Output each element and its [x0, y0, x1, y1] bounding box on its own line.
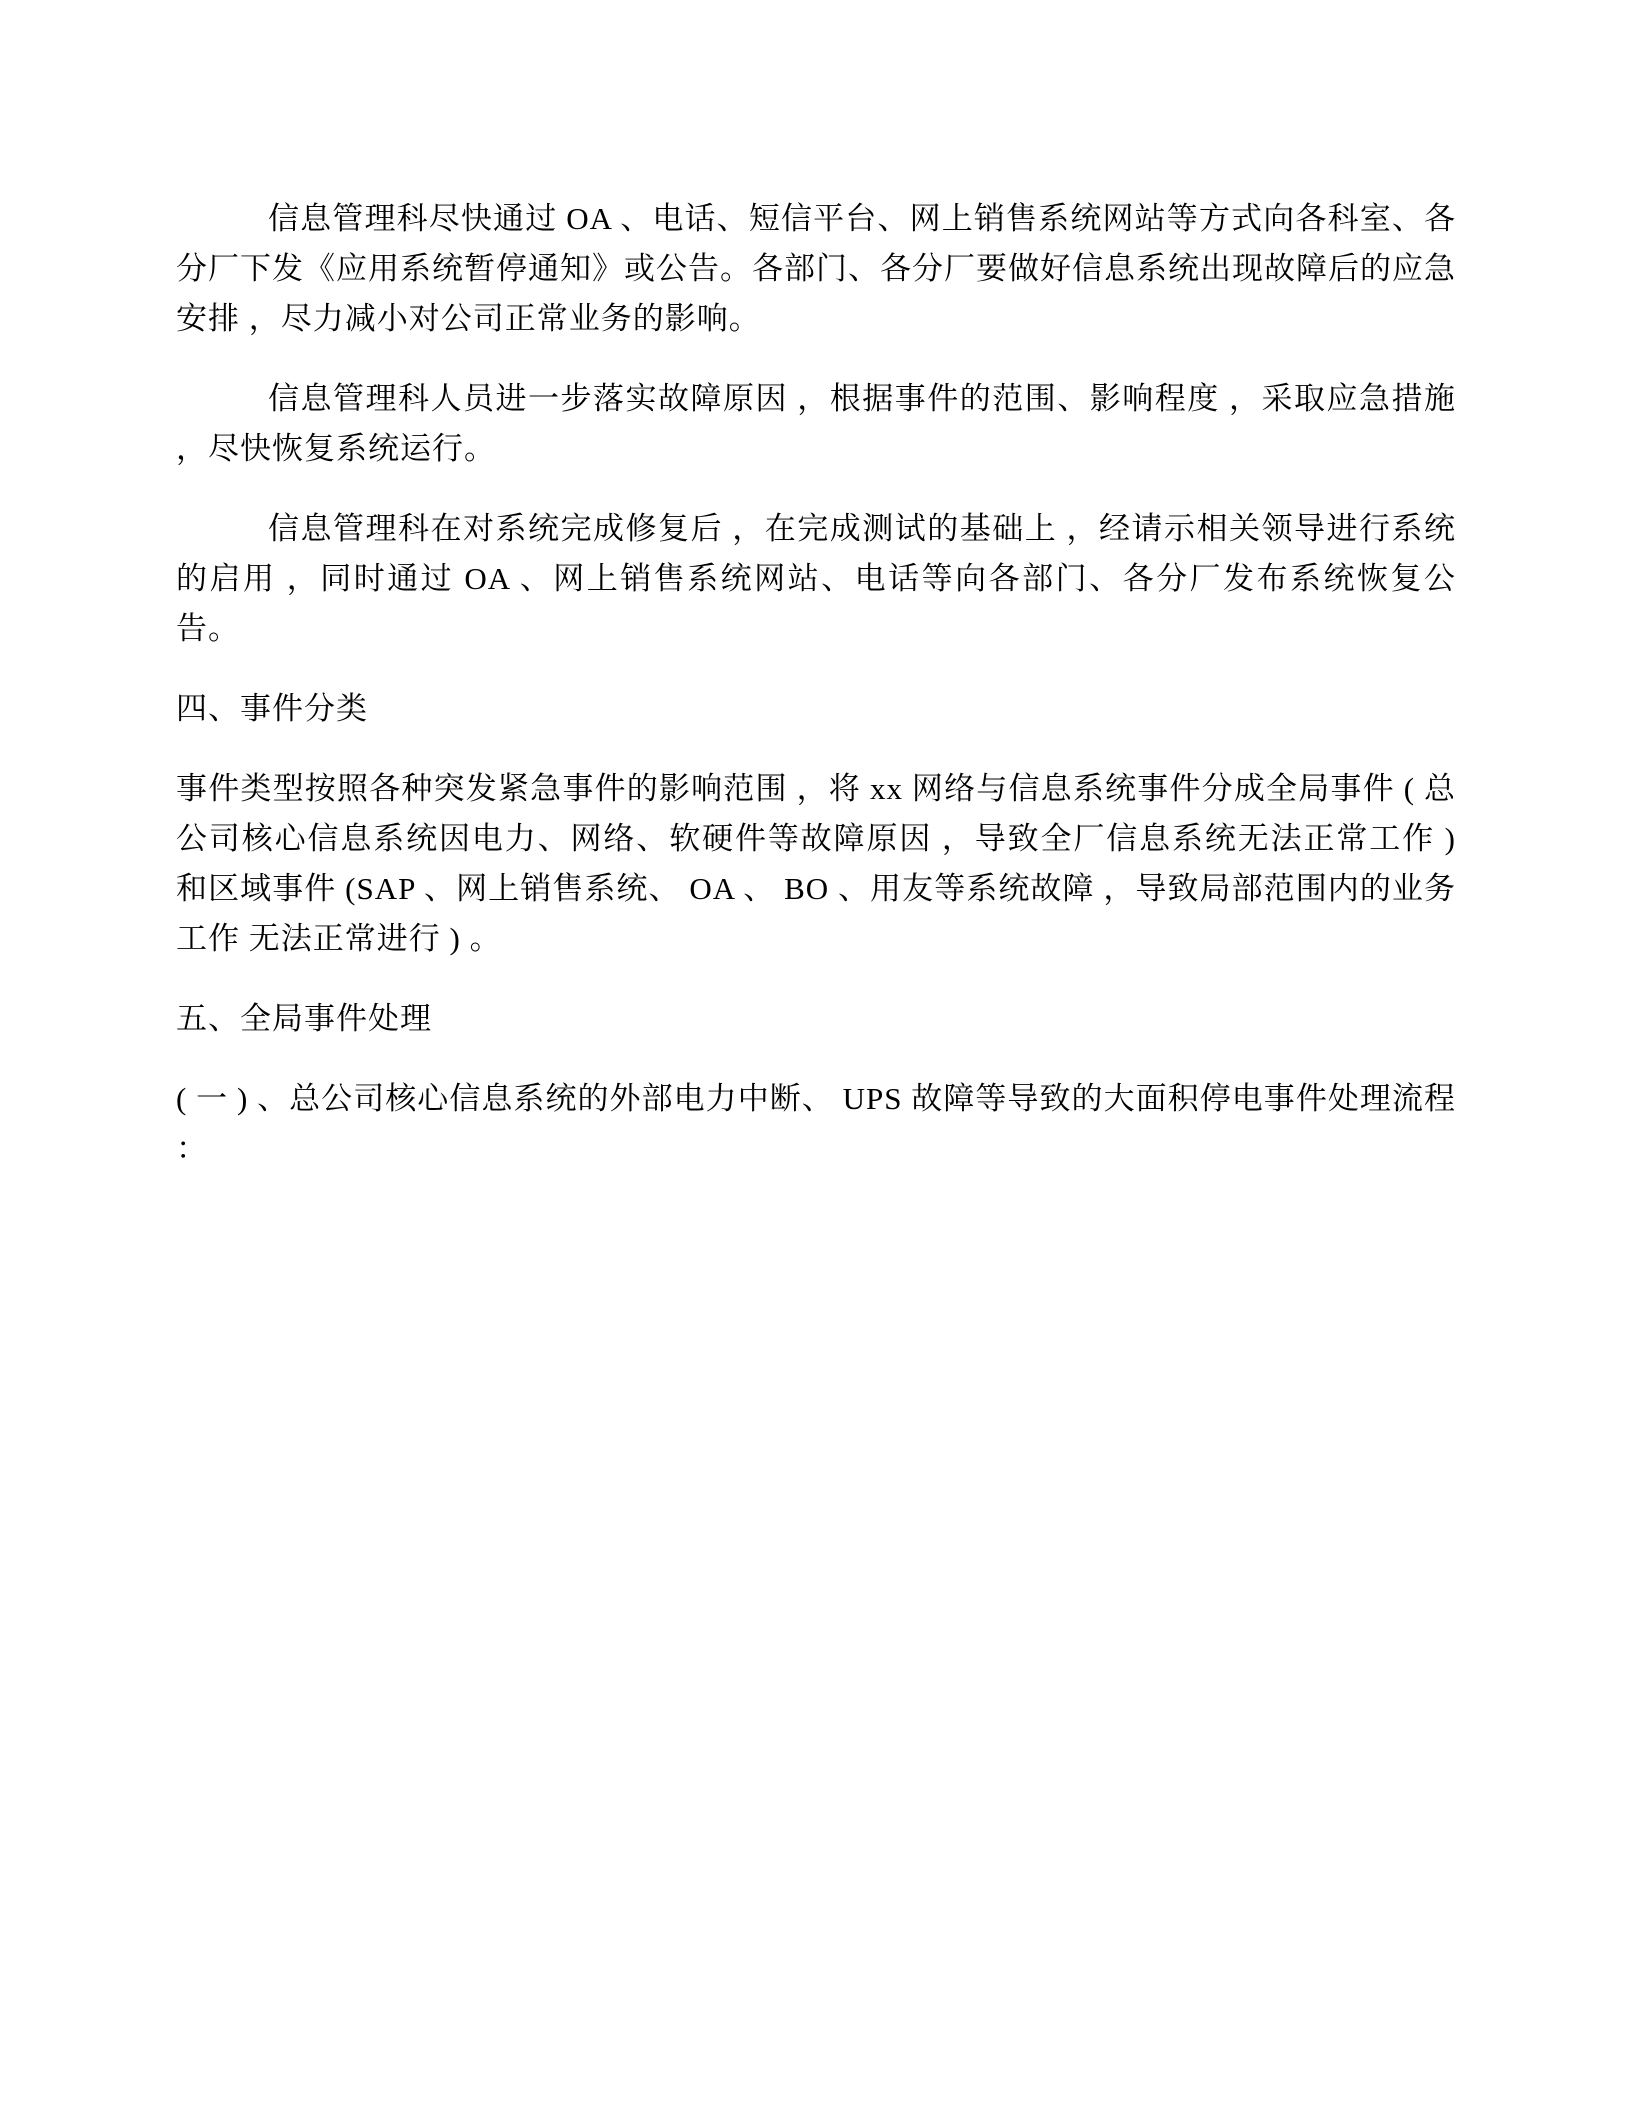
para-system-suspend-notice: 信息管理科尽快通过 OA 、电话、短信平台、网上销售系统网站等方式向各科室、各分厂下发《应用系统暂停通知》或公告。各部门、各分厂要做好信息系统出现故障后的应急安排 ，尽力减小对公司正常业务的影响。 — [176, 201, 1456, 336]
para-system-recovery-announcement: 信息管理科在对系统完成修复后 ，在完成测试的基础上 ，经请示相关领导进行系统的启用 ，同时通过 OA 、网上销售系统网站、电话等向各部门、各分厂发布系统恢复公告。 — [176, 511, 1456, 646]
heading-section-5-global-incident-handling: 五、全局事件处理 — [176, 1001, 432, 1036]
para-power-outage-handling-process: ( 一 ) 、总公司核心信息系统的外部电力中断、 UPS 故障等导致的大面积停电事件处理流程 ： — [176, 1081, 1456, 1166]
document-content — [176, 194, 1456, 1204]
heading-section-4-incident-classification: 四、事件分类 — [176, 691, 368, 726]
para-incident-type-definition: 事件类型按照各种突发紧急事件的影响范围 ，将 xx 网络与信息系统事件分成全局事件 ( 总公司核心信息系统因电力、网络、软硬件等故障原因 ，导致全厂信息系统无法正常工作 ) 和区域事件 (SAP 、网上销售系统、 OA 、 BO 、用友等系统故障 ，导致局部范围内的业务工作 无法正常进行 ) 。 — [176, 771, 1456, 956]
para-fault-cause-emergency-measures: 信息管理科人员进一步落实故障原因 ，根据事件的范围、影响程度 ，采取应急措施 ，尽快恢复系统运行。 — [176, 381, 1456, 466]
